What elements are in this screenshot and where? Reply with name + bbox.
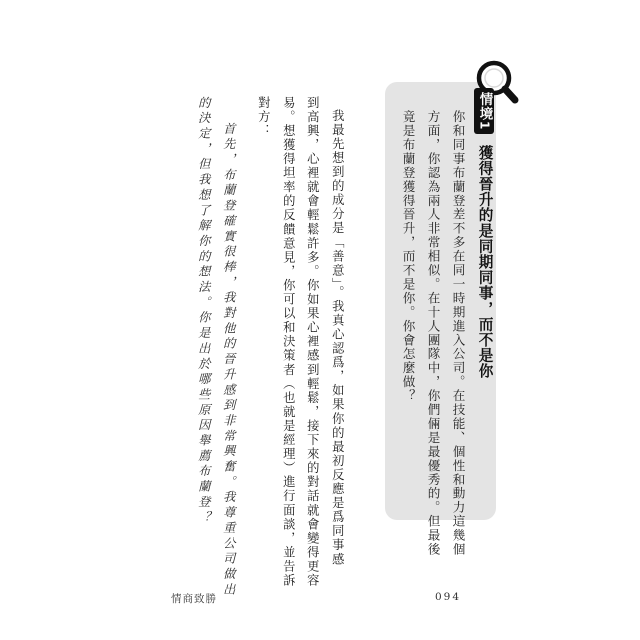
page-number: 094 (435, 591, 462, 603)
script-line-2: 的決定，但我想了解你的想法。你是出於哪些原因舉薦布蘭登？ (196, 96, 211, 526)
body-line-2: 到高興，心裡就會輕鬆許多。你如果心裡感到輕鬆，接下來的對話就會變得更容 (305, 96, 320, 588)
scenario-heading (474, 88, 495, 379)
scenario-title: 獲得晉升的是同期同事，而不是你 (476, 145, 494, 380)
scenario-line-1: 你和同事布蘭登差不多在同一時期進入公司。在技能、個性和動力這幾個 (450, 110, 466, 557)
scenario-line-3: 竟是布蘭登獲得晉升，而不是你。你會怎麼做？ (400, 110, 416, 403)
script-line-1: 首先，布蘭登確實很棒，我對他的晉升感到非常興奮。我尊重公司做出 (221, 122, 236, 598)
body-line-3: 易。想獲得坦率的反饋意見，你可以和決策者（也就是經理）進行面談，並告訴 (281, 96, 296, 588)
body-line-4: 對方： (256, 96, 271, 139)
scenario-badge: 情境1 (474, 88, 494, 134)
body-line-1: 我最先想到的成分是「善意」。我真心認爲，如果你的最初反應是爲同事感 (330, 109, 345, 567)
book-title: 情商致勝 (171, 593, 217, 605)
scenario-line-2: 方面，你認為兩人非常相似。在十人團隊中，你們倆是最優秀的。但最後 (425, 110, 441, 557)
